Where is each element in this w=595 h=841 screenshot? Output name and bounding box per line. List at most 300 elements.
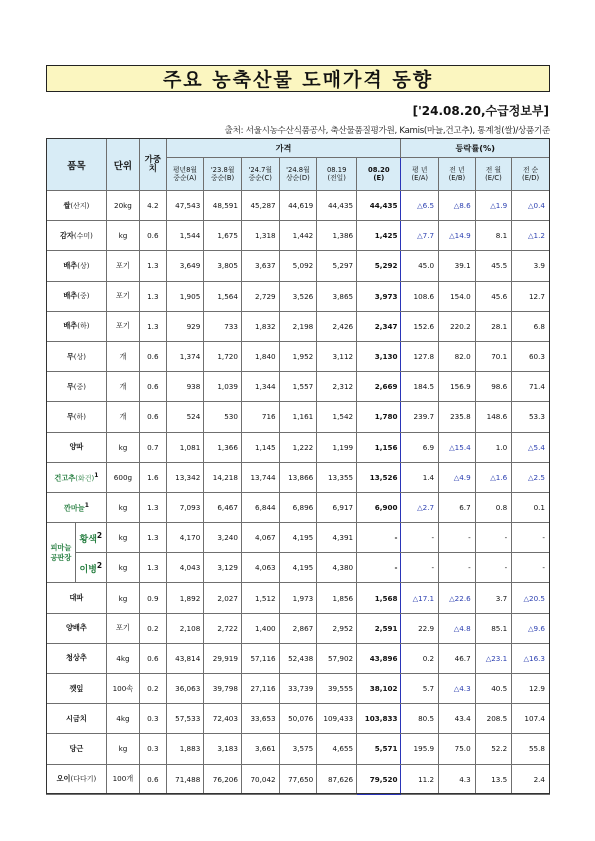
item-name-text: 배추: [63, 291, 78, 301]
price-cell: 109,433: [317, 704, 357, 734]
price-cell: 7,093: [166, 492, 204, 522]
rate-cell: △2.7: [401, 492, 439, 522]
price-cell: 27,116: [241, 674, 279, 704]
weight-cell: 1.3: [140, 553, 167, 583]
header-unit: 단위: [106, 139, 139, 191]
price-cell: 1,832: [241, 311, 279, 341]
item-name-text: 양배추: [65, 623, 87, 633]
unit-cell: kg: [106, 583, 139, 613]
price-cell: 3,661: [241, 734, 279, 764]
rate-cell: △1.9: [475, 191, 512, 221]
rate-cell: 28.1: [475, 311, 512, 341]
table-row: [47, 583, 550, 613]
rate-cell: 108.6: [401, 281, 439, 311]
price-cell: 1,366: [204, 432, 242, 462]
header-item: 품목: [47, 139, 107, 191]
price-cell: 13,342: [166, 462, 204, 492]
item-name-text: 오이: [56, 774, 71, 784]
rate-cell: △14.9: [439, 221, 476, 251]
price-cell: 47,543: [166, 191, 204, 221]
unit-cell: 100개: [106, 764, 139, 794]
weight-cell: 4.2: [140, 191, 167, 221]
price-col-header: [204, 158, 242, 191]
rate-cell: 148.6: [475, 402, 512, 432]
price-table: [46, 138, 550, 795]
rate-cell: 12.7: [512, 281, 550, 311]
weight-cell: 0.9: [140, 583, 167, 613]
rate-cell: 2.4: [512, 764, 550, 794]
current-price-cell: 43,896: [357, 643, 401, 673]
rate-cell: 0.2: [401, 643, 439, 673]
rate-cell: 52.2: [475, 734, 512, 764]
rate-cell: 3.7: [475, 583, 512, 613]
price-cell: 4,170: [166, 523, 204, 553]
unit-cell: 20kg: [106, 191, 139, 221]
price-cell: 33,739: [279, 674, 317, 704]
rate-cell: 13.5: [475, 764, 512, 794]
unit-cell: 600g: [106, 462, 139, 492]
weight-cell: 0.2: [140, 613, 167, 643]
price-cell: 2,952: [317, 613, 357, 643]
rate-cell: 12.9: [512, 674, 550, 704]
weight-cell: 0.7: [140, 432, 167, 462]
item-name-text: 무: [66, 381, 74, 391]
price-cell: 1,883: [166, 734, 204, 764]
price-cell: 1,557: [279, 372, 317, 402]
col-header-line1: 평 년: [412, 165, 428, 174]
rate-cell: 75.0: [439, 734, 476, 764]
current-price-cell: 44,435: [357, 191, 401, 221]
price-cell: 76,206: [204, 764, 242, 794]
table-row: [47, 462, 550, 492]
price-cell: 3,637: [241, 251, 279, 281]
table-row: [47, 764, 550, 794]
price-cell: 3,575: [279, 734, 317, 764]
item-variety: (화건): [75, 473, 95, 482]
price-cell: 716: [241, 402, 279, 432]
weight-cell: 1.3: [140, 311, 167, 341]
price-col-header: [317, 158, 357, 191]
rate-cell: 127.8: [401, 341, 439, 371]
price-cell: 524: [166, 402, 204, 432]
current-price-cell: 103,833: [357, 704, 401, 734]
price-cell: 1,222: [279, 432, 317, 462]
title-box: [46, 65, 550, 92]
rate-cell: △4.9: [439, 462, 476, 492]
rate-cell: 4.3: [439, 764, 476, 794]
rate-cell: 53.3: [512, 402, 550, 432]
price-cell: 2,867: [279, 613, 317, 643]
rate-cell: △15.4: [439, 432, 476, 462]
weight-cell: 0.6: [140, 402, 167, 432]
rate-cell: △5.4: [512, 432, 550, 462]
price-cell: 2,198: [279, 311, 317, 341]
rate-cell: △2.5: [512, 462, 550, 492]
rate-cell: △4.8: [439, 613, 476, 643]
rate-cell: 46.7: [439, 643, 476, 673]
current-price-cell: -: [357, 553, 401, 583]
col-header-line2: 상순(D): [286, 174, 310, 182]
price-cell: 6,467: [204, 492, 242, 522]
footnote-mark: 2: [96, 530, 103, 540]
rate-cell: 43.4: [439, 704, 476, 734]
item-variety: (산지): [70, 201, 90, 210]
item-name: [47, 643, 107, 673]
price-cell: 2,426: [317, 311, 357, 341]
rate-cell: -: [512, 553, 550, 583]
unit-cell: kg: [106, 553, 139, 583]
header-weight: 가중치: [140, 139, 167, 191]
header-price: 가격: [166, 139, 401, 158]
weight-cell: 0.6: [140, 764, 167, 794]
current-price-cell: 3,973: [357, 281, 401, 311]
rate-cell: △0.4: [512, 191, 550, 221]
rate-cell: 60.3: [512, 341, 550, 371]
price-cell: 3,805: [204, 251, 242, 281]
price-cell: 3,865: [317, 281, 357, 311]
price-cell: 48,591: [204, 191, 242, 221]
item-name-text: 배추: [63, 260, 78, 270]
item-name: [47, 462, 107, 492]
price-cell: 1,199: [317, 432, 357, 462]
weight-cell: 1.3: [140, 492, 167, 522]
rate-cell: △20.5: [512, 583, 550, 613]
rate-cell: 6.9: [401, 432, 439, 462]
price-cell: 29,919: [204, 643, 242, 673]
col-header-line2: 중순(A): [173, 174, 197, 182]
rate-cell: 1.0: [475, 432, 512, 462]
rate-cell: 6.8: [512, 311, 550, 341]
item-name: [47, 251, 107, 281]
item-name-text: 대파: [69, 593, 84, 603]
item-name: [47, 311, 107, 341]
col-header-line1: 08.19: [326, 165, 347, 174]
price-cell: 1,564: [204, 281, 242, 311]
price-cell: 4,063: [241, 553, 279, 583]
price-col-header: [279, 158, 317, 191]
col-header-line2: 중순(C): [248, 174, 272, 182]
price-cell: 2,108: [166, 613, 204, 643]
current-price-cell: 5,292: [357, 251, 401, 281]
current-price-cell: 79,520: [357, 764, 401, 794]
rate-cell: △22.6: [439, 583, 476, 613]
rate-cell: △17.1: [401, 583, 439, 613]
col-header-line1: 평년8월: [172, 165, 197, 174]
price-cell: 1,973: [279, 583, 317, 613]
item-name: [47, 432, 107, 462]
item-name-text: 건고추: [54, 472, 76, 482]
item-name: [47, 492, 107, 522]
table-row: [47, 704, 550, 734]
table-row: [47, 221, 550, 251]
price-cell: 929: [166, 311, 204, 341]
price-cell: 39,798: [204, 674, 242, 704]
rate-cell: -: [439, 553, 476, 583]
price-cell: 3,183: [204, 734, 242, 764]
item-name: [47, 583, 107, 613]
table-row: [47, 734, 550, 764]
unit-cell: 포기: [106, 311, 139, 341]
source-note: 출처: 서울시농수산식품공사, 축산물품질평가원, Kamis(마늘,건고추), 통계청(쌀)/상품기준: [224, 126, 550, 136]
table-row: [47, 643, 550, 673]
weight-cell: 0.6: [140, 372, 167, 402]
rate-cell: △23.1: [475, 643, 512, 673]
table-row: [47, 311, 550, 341]
unit-cell: 개: [106, 372, 139, 402]
price-cell: 3,112: [317, 341, 357, 371]
unit-cell: 포기: [106, 251, 139, 281]
rate-cell: 184.5: [401, 372, 439, 402]
col-header-line1: '24.7월: [248, 165, 273, 174]
item-name: [47, 674, 107, 704]
price-cell: 50,076: [279, 704, 317, 734]
price-cell: 13,355: [317, 462, 357, 492]
price-cell: 1,039: [204, 372, 242, 402]
garlic-group-label: 피마늘 공판장: [47, 523, 76, 583]
rate-cell: 208.5: [475, 704, 512, 734]
rate-cell: 3.9: [512, 251, 550, 281]
weight-cell: 1.3: [140, 281, 167, 311]
price-col-header: [357, 158, 401, 191]
rate-cell: 45.0: [401, 251, 439, 281]
rate-cell: 22.9: [401, 613, 439, 643]
rate-cell: 0.8: [475, 492, 512, 522]
rate-cell: 152.6: [401, 311, 439, 341]
table-row: [47, 523, 550, 553]
rate-cell: △16.3: [512, 643, 550, 673]
price-cell: 1,720: [204, 341, 242, 371]
rate-cell: 71.4: [512, 372, 550, 402]
price-col-header: [241, 158, 279, 191]
price-cell: 1,544: [166, 221, 204, 251]
item-name: [47, 221, 107, 251]
col-header-line2: (E/C): [485, 174, 502, 182]
table-row: [47, 341, 550, 371]
item-variety: (하): [77, 322, 90, 331]
rate-cell: △1.2: [512, 221, 550, 251]
rate-cell: 8.1: [475, 221, 512, 251]
current-price-cell: 2,347: [357, 311, 401, 341]
item-name-text: 깻잎: [69, 683, 84, 693]
price-cell: 1,856: [317, 583, 357, 613]
price-cell: 2,312: [317, 372, 357, 402]
rate-cell: 80.5: [401, 704, 439, 734]
price-cell: 45,287: [241, 191, 279, 221]
rate-cell: 39.1: [439, 251, 476, 281]
price-cell: 71,488: [166, 764, 204, 794]
col-header-line2: (E/B): [448, 174, 466, 182]
rate-cell: 82.0: [439, 341, 476, 371]
rate-cell: -: [475, 553, 512, 583]
rate-cell: -: [439, 523, 476, 553]
item-name-text: 시금치: [65, 713, 87, 723]
price-cell: 4,655: [317, 734, 357, 764]
current-price-cell: 3,130: [357, 341, 401, 371]
item-name: [47, 191, 107, 221]
weight-cell: 0.6: [140, 643, 167, 673]
unit-cell: 4kg: [106, 704, 139, 734]
rate-cell: 239.7: [401, 402, 439, 432]
price-cell: 77,650: [279, 764, 317, 794]
current-price-cell: 2,591: [357, 613, 401, 643]
item-name-text: 배추: [63, 321, 78, 331]
rate-cell: △9.6: [512, 613, 550, 643]
current-price-cell: 5,571: [357, 734, 401, 764]
col-header-line2: (전일): [327, 174, 346, 182]
rate-cell: 0.1: [512, 492, 550, 522]
item-name: [47, 704, 107, 734]
price-cell: 13,866: [279, 462, 317, 492]
price-cell: 1,905: [166, 281, 204, 311]
unit-cell: 100속: [106, 674, 139, 704]
price-cell: 2,027: [204, 583, 242, 613]
price-cell: 1,344: [241, 372, 279, 402]
price-cell: 52,438: [279, 643, 317, 673]
price-cell: 87,626: [317, 764, 357, 794]
rate-cell: 5.7: [401, 674, 439, 704]
item-name: [75, 553, 106, 583]
price-cell: 43,814: [166, 643, 204, 673]
header-rate: 등락률(%): [401, 139, 550, 158]
item-name: [47, 613, 107, 643]
rate-cell: 45.6: [475, 281, 512, 311]
rate-cell: △4.3: [439, 674, 476, 704]
current-price-cell: 2,669: [357, 372, 401, 402]
rate-cell: 154.0: [439, 281, 476, 311]
unit-cell: 포기: [106, 281, 139, 311]
table-row: [47, 492, 550, 522]
footnote-mark: 1: [84, 501, 89, 509]
price-cell: 1,161: [279, 402, 317, 432]
table-row: [47, 553, 550, 583]
price-cell: 1,892: [166, 583, 204, 613]
unit-cell: kg: [106, 492, 139, 522]
weight-cell: 1.3: [140, 251, 167, 281]
price-cell: 3,240: [204, 523, 242, 553]
weight-cell: 0.2: [140, 674, 167, 704]
item-name-text: 청상추: [65, 653, 87, 663]
item-name-text: 쌀: [63, 200, 71, 210]
price-cell: 530: [204, 402, 242, 432]
rate-cell: 55.8: [512, 734, 550, 764]
rate-cell: △8.6: [439, 191, 476, 221]
price-cell: 13,744: [241, 462, 279, 492]
footnote-mark: 2: [96, 560, 103, 570]
price-cell: 5,297: [317, 251, 357, 281]
item-name: [47, 734, 107, 764]
col-header-line1: 전 순: [522, 165, 539, 174]
rate-cell: 6.7: [439, 492, 476, 522]
price-cell: 4,195: [279, 553, 317, 583]
price-cell: 1,318: [241, 221, 279, 251]
table-row: [47, 402, 550, 432]
table-row: [47, 613, 550, 643]
item-variety: (다다기): [70, 775, 97, 784]
rate-cell: 1.4: [401, 462, 439, 492]
rate-cell: -: [475, 523, 512, 553]
current-price-cell: 13,526: [357, 462, 401, 492]
table-row: [47, 251, 550, 281]
price-cell: 14,218: [204, 462, 242, 492]
price-cell: 6,844: [241, 492, 279, 522]
item-name: [47, 281, 107, 311]
weight-cell: 0.3: [140, 734, 167, 764]
rate-cell: △6.5: [401, 191, 439, 221]
unit-cell: kg: [106, 734, 139, 764]
rate-cell: 220.2: [439, 311, 476, 341]
price-cell: 44,619: [279, 191, 317, 221]
price-cell: 1,386: [317, 221, 357, 251]
rate-cell: 235.8: [439, 402, 476, 432]
item-name-text: 무: [66, 411, 74, 421]
unit-cell: kg: [106, 523, 139, 553]
col-header-line1: '23.8월: [210, 165, 235, 174]
current-price-cell: 38,102: [357, 674, 401, 704]
rate-col-header: [401, 158, 439, 191]
item-variety: (수미): [73, 231, 93, 240]
weight-cell: 1.3: [140, 523, 167, 553]
price-col-header: [166, 158, 204, 191]
price-cell: 5,092: [279, 251, 317, 281]
item-name-text: 이병: [79, 564, 97, 575]
price-cell: 1,081: [166, 432, 204, 462]
table-row: [47, 281, 550, 311]
table-row: [47, 191, 550, 221]
price-cell: 1,840: [241, 341, 279, 371]
col-header-line2: (E): [373, 174, 385, 182]
rate-cell: 11.2: [401, 764, 439, 794]
price-cell: 44,435: [317, 191, 357, 221]
price-cell: 1,952: [279, 341, 317, 371]
rate-cell: 70.1: [475, 341, 512, 371]
table-row: [47, 674, 550, 704]
item-name-text: 황색: [79, 534, 97, 545]
col-header-line1: 전 월: [485, 165, 502, 174]
item-variety: (상): [77, 261, 90, 270]
item-variety: (하): [73, 412, 86, 421]
item-variety: (상): [73, 352, 86, 361]
price-cell: 36,063: [166, 674, 204, 704]
col-header-line1: 08.20: [368, 165, 390, 174]
price-cell: 72,403: [204, 704, 242, 734]
rate-cell: 85.1: [475, 613, 512, 643]
rate-cell: 107.4: [512, 704, 550, 734]
rate-col-header: [439, 158, 476, 191]
price-cell: 1,542: [317, 402, 357, 432]
price-cell: 2,722: [204, 613, 242, 643]
current-price-cell: 1,425: [357, 221, 401, 251]
rate-col-header: [512, 158, 550, 191]
current-price-cell: -: [357, 523, 401, 553]
price-cell: 3,649: [166, 251, 204, 281]
rate-cell: 40.5: [475, 674, 512, 704]
item-name-text: 양파: [69, 442, 84, 452]
unit-cell: 개: [106, 341, 139, 371]
price-cell: 1,512: [241, 583, 279, 613]
price-cell: 4,067: [241, 523, 279, 553]
rate-cell: 45.5: [475, 251, 512, 281]
price-cell: 1,145: [241, 432, 279, 462]
rate-cell: 98.6: [475, 372, 512, 402]
rate-col-header: [475, 158, 512, 191]
item-name: [47, 402, 107, 432]
price-cell: 1,374: [166, 341, 204, 371]
current-price-cell: 1,780: [357, 402, 401, 432]
table-row: [47, 432, 550, 462]
report-date: ['24.08.20,수급정보부]: [412, 104, 549, 118]
price-cell: 39,555: [317, 674, 357, 704]
current-price-cell: 1,568: [357, 583, 401, 613]
